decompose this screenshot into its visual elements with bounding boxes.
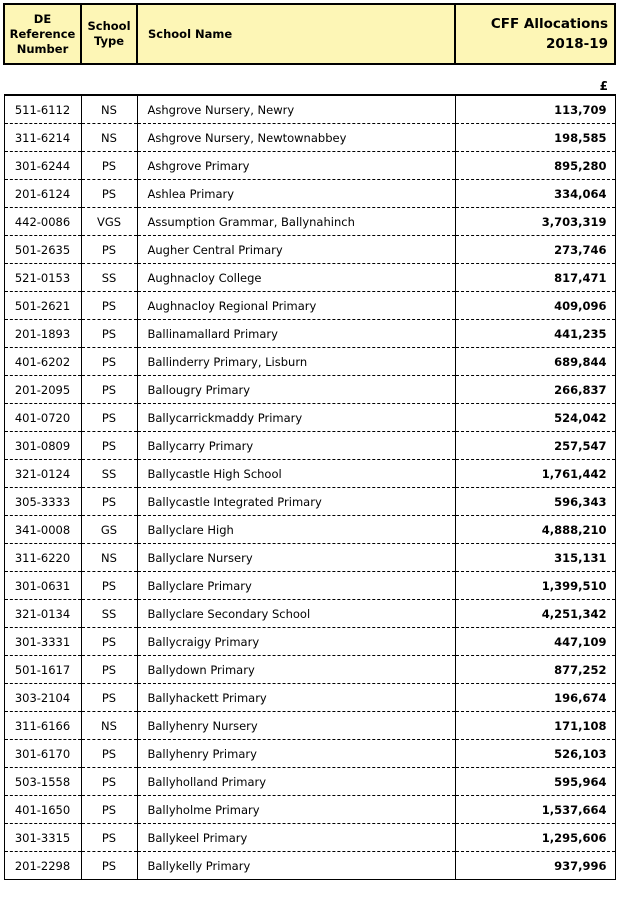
school-type-cell: PS (81, 292, 137, 320)
school-name-cell: Assumption Grammar, Ballynahinch (137, 208, 455, 236)
table-row (4, 796, 615, 824)
table-row (4, 460, 615, 488)
table-row (4, 152, 615, 180)
table-row (4, 628, 615, 656)
table-row (4, 600, 615, 628)
school-name-cell: Ballykeel Primary (137, 824, 455, 852)
ref-number-cell: 201-2095 (4, 376, 81, 404)
school-name-cell: Ballyhackett Primary (137, 684, 455, 712)
school-type-cell: PS (81, 628, 137, 656)
ref-number-cell: 501-2635 (4, 236, 81, 264)
school-name-cell: Ballougry Primary (137, 376, 455, 404)
table-row (4, 544, 615, 572)
header-ref-number: DE Reference Number (4, 4, 81, 64)
ref-number-cell: 401-1650 (4, 796, 81, 824)
ref-number-cell: 511-6112 (4, 95, 81, 124)
school-name-cell: Ashgrove Nursery, Newtownabbey (137, 124, 455, 152)
ref-number-cell: 321-0124 (4, 460, 81, 488)
ref-number-cell: 501-1617 (4, 656, 81, 684)
school-type-cell: PS (81, 404, 137, 432)
table-row (4, 376, 615, 404)
school-name-cell: Ashlea Primary (137, 180, 455, 208)
table-row (4, 348, 615, 376)
header-school-type: School Type (81, 4, 137, 64)
allocation-amount-cell: 266,837 (455, 376, 615, 404)
school-name-cell: Ballyclare Secondary School (137, 600, 455, 628)
school-name-cell: Ballykelly Primary (137, 852, 455, 880)
table-row (4, 236, 615, 264)
allocation-amount-cell: 595,964 (455, 768, 615, 796)
school-name-cell: Ballycastle High School (137, 460, 455, 488)
table-row (4, 264, 615, 292)
school-name-cell: Ballyclare Primary (137, 572, 455, 600)
ref-number-cell: 311-6220 (4, 544, 81, 572)
school-name-cell: Aughnacloy College (137, 264, 455, 292)
allocation-amount-cell: 596,343 (455, 488, 615, 516)
school-type-cell: VGS (81, 208, 137, 236)
school-type-cell: PS (81, 180, 137, 208)
ref-number-cell: 201-1893 (4, 320, 81, 348)
ref-number-cell: 401-6202 (4, 348, 81, 376)
table-row (4, 208, 615, 236)
allocation-amount-cell: 895,280 (455, 152, 615, 180)
school-name-cell: Ballinamallard Primary (137, 320, 455, 348)
ref-number-cell: 501-2621 (4, 292, 81, 320)
school-type-cell: PS (81, 572, 137, 600)
ref-number-cell: 301-3331 (4, 628, 81, 656)
school-type-cell: PS (81, 320, 137, 348)
allocation-amount-cell: 3,703,319 (455, 208, 615, 236)
allocation-amount-cell: 273,746 (455, 236, 615, 264)
school-name-cell: Ballyholland Primary (137, 768, 455, 796)
school-name-cell: Ballycastle Integrated Primary (137, 488, 455, 516)
ref-number-cell: 311-6214 (4, 124, 81, 152)
table-row (4, 824, 615, 852)
school-name-cell: Ballinderry Primary, Lisburn (137, 348, 455, 376)
school-type-cell: PS (81, 740, 137, 768)
table-row (4, 432, 615, 460)
table-row (4, 292, 615, 320)
ref-number-cell: 442-0086 (4, 208, 81, 236)
school-name-cell: Ballyholme Primary (137, 796, 455, 824)
allocation-amount-cell: 171,108 (455, 712, 615, 740)
ref-number-cell: 301-0631 (4, 572, 81, 600)
table-row (4, 404, 615, 432)
allocation-amount-cell: 689,844 (455, 348, 615, 376)
allocation-amount-cell: 1,761,442 (455, 460, 615, 488)
school-name-cell: Ballyhenry Primary (137, 740, 455, 768)
allocation-amount-cell: 937,996 (455, 852, 615, 880)
school-type-cell: PS (81, 796, 137, 824)
ref-number-cell: 321-0134 (4, 600, 81, 628)
school-name-cell: Ballyclare Nursery (137, 544, 455, 572)
allocation-amount-cell: 877,252 (455, 656, 615, 684)
allocation-amount-cell: 198,585 (455, 124, 615, 152)
school-type-cell: NS (81, 95, 137, 124)
allocation-amount-cell: 409,096 (455, 292, 615, 320)
currency-symbol: £ (455, 78, 615, 95)
school-type-cell: NS (81, 712, 137, 740)
table-row (4, 768, 615, 796)
ref-number-cell: 341-0008 (4, 516, 81, 544)
allocation-amount-cell: 315,131 (455, 544, 615, 572)
school-type-cell: PS (81, 768, 137, 796)
ref-number-cell: 311-6166 (4, 712, 81, 740)
ref-number-cell: 521-0153 (4, 264, 81, 292)
table-row (4, 740, 615, 768)
school-name-cell: Aughnacloy Regional Primary (137, 292, 455, 320)
table-header-row (4, 4, 615, 64)
ref-number-cell: 503-1558 (4, 768, 81, 796)
school-name-cell: Ballyhenry Nursery (137, 712, 455, 740)
ref-number-cell: 305-3333 (4, 488, 81, 516)
ref-number-cell: 301-3315 (4, 824, 81, 852)
school-type-cell: PS (81, 348, 137, 376)
table-row (4, 180, 615, 208)
allocation-amount-cell: 334,064 (455, 180, 615, 208)
ref-number-cell: 301-6170 (4, 740, 81, 768)
school-name-cell: Ballycarrickmaddy Primary (137, 404, 455, 432)
allocation-amount-cell: 257,547 (455, 432, 615, 460)
allocation-amount-cell: 447,109 (455, 628, 615, 656)
school-type-cell: PS (81, 376, 137, 404)
school-name-cell: Ballycraigy Primary (137, 628, 455, 656)
table-row (4, 320, 615, 348)
school-type-cell: NS (81, 124, 137, 152)
allocation-amount-cell: 1,295,606 (455, 824, 615, 852)
school-name-cell: Ballycarry Primary (137, 432, 455, 460)
header-school-name: School Name (137, 4, 455, 64)
ref-number-cell: 301-0809 (4, 432, 81, 460)
school-name-cell: Ashgrove Primary (137, 152, 455, 180)
allocations-table-container (3, 3, 614, 880)
currency-row (4, 78, 615, 95)
allocation-amount-cell: 196,674 (455, 684, 615, 712)
header-alloc-year: 2018-19 (546, 36, 608, 52)
school-type-cell: PS (81, 656, 137, 684)
allocations-table (3, 3, 616, 880)
school-name-cell: Ballyclare High (137, 516, 455, 544)
allocation-amount-cell: 4,251,342 (455, 600, 615, 628)
school-name-cell: Ashgrove Nursery, Newry (137, 95, 455, 124)
school-type-cell: NS (81, 544, 137, 572)
school-type-cell: PS (81, 824, 137, 852)
ref-number-cell: 401-0720 (4, 404, 81, 432)
table-row (4, 124, 615, 152)
table-row (4, 95, 615, 124)
header-cff-allocations (455, 4, 615, 64)
table-row (4, 656, 615, 684)
allocation-amount-cell: 817,471 (455, 264, 615, 292)
school-type-cell: GS (81, 516, 137, 544)
school-type-cell: PS (81, 152, 137, 180)
ref-number-cell: 303-2104 (4, 684, 81, 712)
ref-number-cell: 201-6124 (4, 180, 81, 208)
school-type-cell: SS (81, 264, 137, 292)
school-type-cell: PS (81, 488, 137, 516)
allocation-amount-cell: 524,042 (455, 404, 615, 432)
table-row (4, 572, 615, 600)
table-row (4, 488, 615, 516)
table-row (4, 852, 615, 880)
allocation-amount-cell: 113,709 (455, 95, 615, 124)
school-name-cell: Ballydown Primary (137, 656, 455, 684)
allocation-amount-cell: 1,537,664 (455, 796, 615, 824)
school-type-cell: SS (81, 460, 137, 488)
ref-number-cell: 301-6244 (4, 152, 81, 180)
table-row (4, 712, 615, 740)
school-type-cell: PS (81, 432, 137, 460)
table-row (4, 684, 615, 712)
school-name-cell: Augher Central Primary (137, 236, 455, 264)
school-type-cell: SS (81, 600, 137, 628)
table-row (4, 516, 615, 544)
allocation-amount-cell: 1,399,510 (455, 572, 615, 600)
school-type-cell: PS (81, 236, 137, 264)
ref-number-cell: 201-2298 (4, 852, 81, 880)
allocation-amount-cell: 526,103 (455, 740, 615, 768)
school-type-cell: PS (81, 852, 137, 880)
header-alloc-title: CFF Allocations (490, 16, 608, 32)
school-type-cell: PS (81, 684, 137, 712)
allocation-amount-cell: 4,888,210 (455, 516, 615, 544)
allocation-amount-cell: 441,235 (455, 320, 615, 348)
